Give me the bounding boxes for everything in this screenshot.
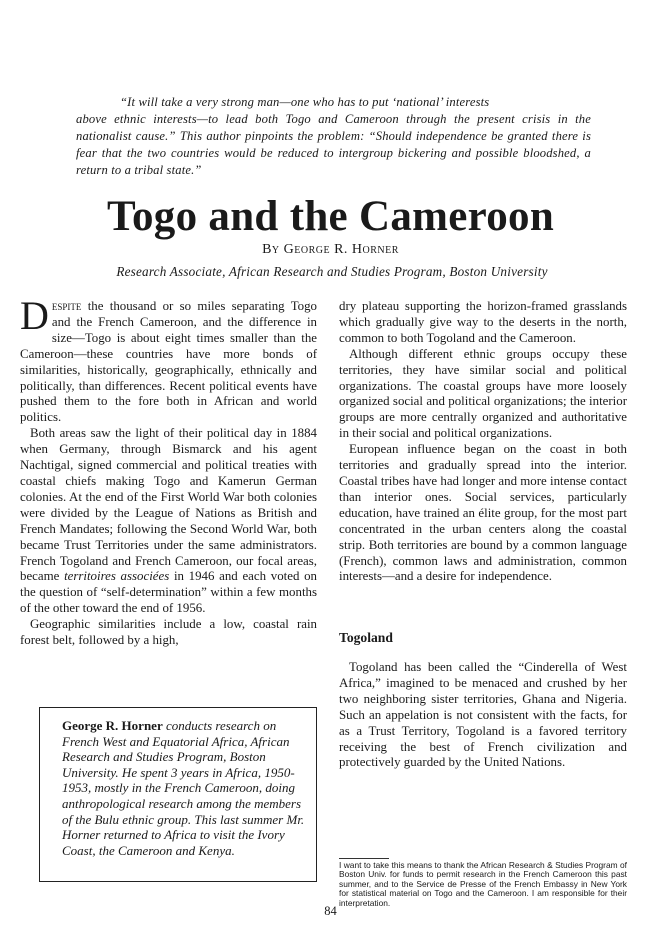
- ethnic-paragraph: Although different ethnic groups occupy these territories, they have similar social and political organizations. The coastal groups have more loosely organized social and political organizations; the interior groups are more centrally organized and authoritative in their social and political organizations.: [339, 346, 627, 441]
- author-byline: By George R. Horner: [262, 242, 399, 257]
- togoland-section: [339, 660, 627, 771]
- lede-first-line: “It will take a very strong man—one who has to put ‘national’ interests: [120, 95, 490, 109]
- bio-text: conducts research on French West and Equatorial Africa, African Research and Studies Program, Boston University. He spent 3 years in Africa, 1950-1953, mostly in the French Cameroon, doing anthropological research among the members of the Bulu ethnic group. This last summer Mr. Horner returned to Africa to visit the Ivory Coast, the Cameroon and Kenya.: [62, 718, 305, 858]
- article-title: Togo and the Cameroon: [106, 193, 555, 240]
- footnote-rule: [339, 858, 389, 859]
- lede-rest: above ethnic interests—to lead both Togo and Cameroon through the present crisis in the nationalist cause.” This author pinpoints the problem: “Should independence be granted there is fear that the two countries would be reduced to intergroup bickering and possible bloodshed, a return to a tribal state.”: [76, 112, 591, 177]
- intro-smallcaps: espite: [51, 299, 82, 313]
- history-paragraph: [20, 426, 317, 617]
- footnote: I want to take this means to thank the African Research & Studies Program of Boston Univ. for funds to permit research in the French Cameroon this past summer, and to the Service de Presse of the French Embassy in New York for statistical material on Togo and the Cameroon. I am responsible for their interpretation.: [339, 860, 627, 908]
- plateau-paragraph: dry plateau supporting the horizon-framed grasslands which gradually give way to the deserts in the north, common to both Togoland and the Cameroon.: [339, 299, 627, 345]
- history-italic-term: territoires associées: [64, 569, 170, 584]
- lede-quote: [76, 94, 591, 179]
- togoland-paragraph: Togoland has been called the “Cinderella of West Africa,” imagined to be menaced and crushed by her two neighboring sister territories, Ghana and Nigeria. Such an appelation is not consistent with the facts, for as a Trust Territory, Togoland is a favored territory receiving the best of French civilization and protectively guarded by the United Nations.: [339, 660, 627, 770]
- page-number: 84: [324, 904, 337, 918]
- bio-name: George R. Horner: [62, 718, 163, 733]
- history-text-a: Both areas saw the light of their political day in 1884 when Germany, through Bismarck and his agent Nachtigal, signed commercial and political treaties with coastal chiefs making Togo and Kamerun German colonies. At the end of the First World War both colonies were divided by the League of Nations as British and French Mandates; following the Second World War, both became Trust Territories under the same administrators. French Togoland and French Cameroon, our focal areas, became: [20, 426, 317, 584]
- intro-paragraph: [20, 293, 317, 426]
- european-paragraph: European influence began on the coast in both territories and gradually spread into the interior. Coastal tribes have had longer and more intense contact than interior ones. Social services, particularly education, have trained an élite group, for the most part concentrated in the urban centers along the coastal strip. Both territories are bound by a common language (French), common laws and administration, common interests—and a desire for independence.: [339, 442, 627, 584]
- intro-text: the thousand or so miles separating Togo and the French Cameroon, and the difference in size—Togo is about eight times smaller than the Cameroon—these countries have more bonds of similarities, historically, geographically, ethnically and politically, than differences. Recent political events have pushed them to the fore both in African and world politics.: [20, 299, 317, 425]
- author-affiliation: Research Associate, African Research and Studies Program, Boston University: [116, 264, 548, 279]
- drop-cap: D: [20, 293, 49, 338]
- right-column: [339, 299, 627, 585]
- left-column: [20, 293, 317, 649]
- section-heading-togoland: Togoland: [339, 630, 393, 645]
- author-bio: [62, 718, 312, 858]
- geography-paragraph: Geographic similarities include a low, coastal rain forest belt, followed by a high,: [20, 617, 317, 648]
- history-text-b: in 1946 and each voted on the question of “self-determination” within a few months of the other toward the end of 1956.: [20, 569, 317, 616]
